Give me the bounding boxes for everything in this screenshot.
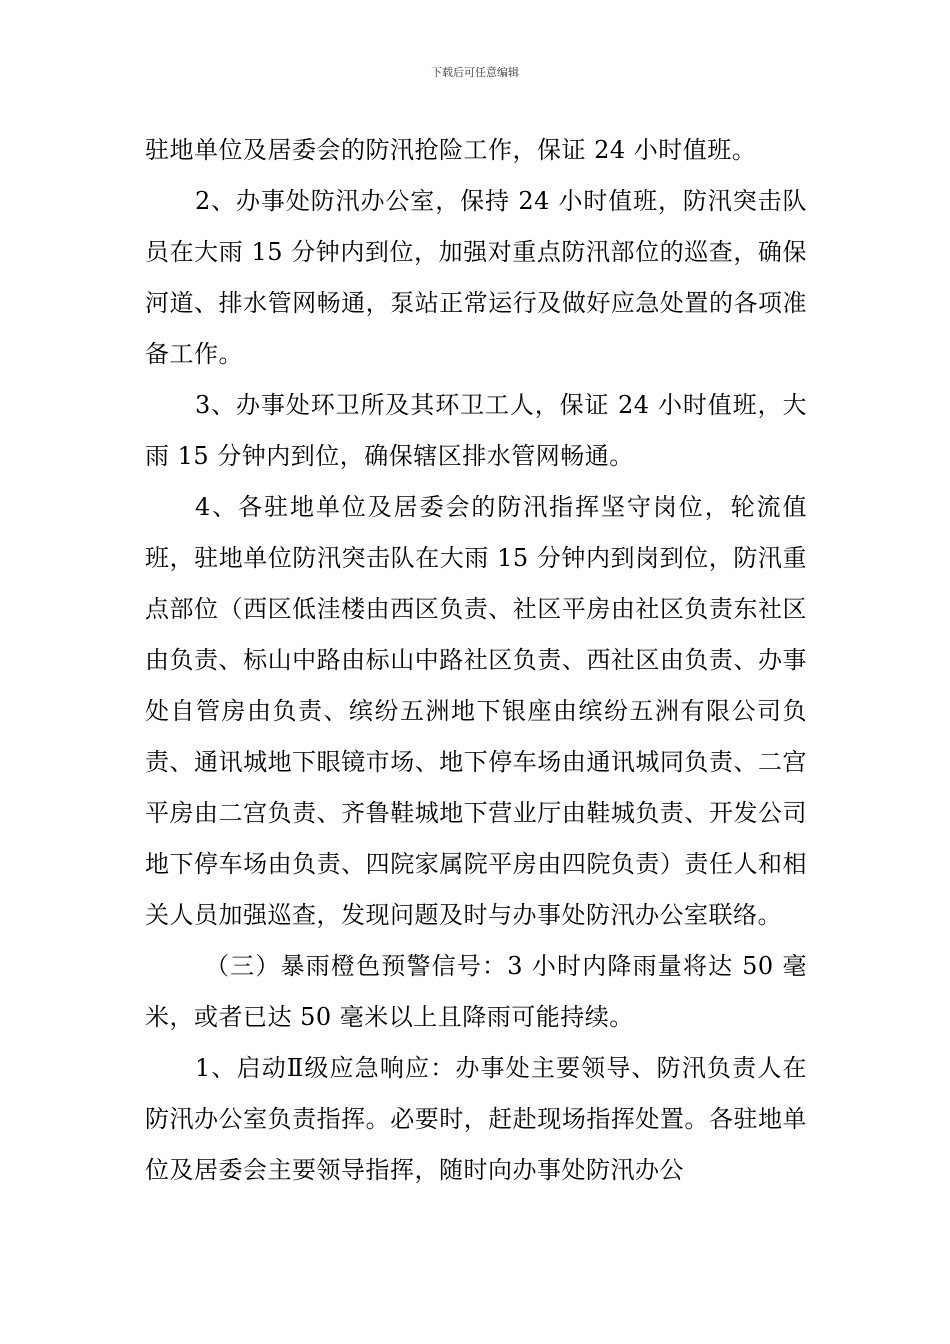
paragraph-item-4: 4、各驻地单位及居委会的防汛指挥坚守岗位，轮流值班，驻地单位防汛突击队在大雨 15 分钟内到岗到位，防汛重点部位（西区低洼楼由西区负责、社区平房由社区负责东社区由负责、标山中路由标山中路社区负责、西社区由负责、办事处自管房由负责、缤纷五洲地下银座由缤纷五洲有限公司负责、通讯城地下眼镜市场、地下停车场由通讯城同负责、二宫平房由二宫负责、齐鲁鞋城地下营业厅由鞋城负责、开发公司地下停车场由负责、四院家属院平房由四院负责）责任人和相关人员加强巡查，发现问题及时与办事处防汛办公室联络。 bbox=[145, 493, 807, 929]
paragraph-item-1: 1、启动Ⅱ级应急响应：办事处主要领导、防汛负责人在防汛办公室负责指挥。必要时，赶赴现场指挥处置。各驻地单位及居委会主要领导指挥，随时向办事处防汛办公 bbox=[145, 1054, 807, 1184]
page-header-note: 下载后可任意编辑 bbox=[431, 66, 519, 79]
paragraph-continuation: 驻地单位及居委会的防汛抢险工作，保证 24 小时值班。 bbox=[145, 136, 757, 164]
document-body bbox=[145, 125, 807, 1196]
paragraph-section-3: （三）暴雨橙色预警信号：3 小时内降雨量将达 50 毫米，或者已达 50 毫米以上且降雨可能持续。 bbox=[145, 952, 807, 1031]
paragraph-item-3: 3、办事处环卫所及其环卫工人，保证 24 小时值班，大雨 15 分钟内到位，确保辖区排水管网畅通。 bbox=[145, 391, 807, 470]
paragraph-item-2: 2、办事处防汛办公室，保持 24 小时值班，防汛突击队员在大雨 15 分钟内到位，加强对重点防汛部位的巡查，确保河道、排水管网畅通，泵站正常运行及做好应急处置的各项准备工作。 bbox=[145, 187, 807, 368]
